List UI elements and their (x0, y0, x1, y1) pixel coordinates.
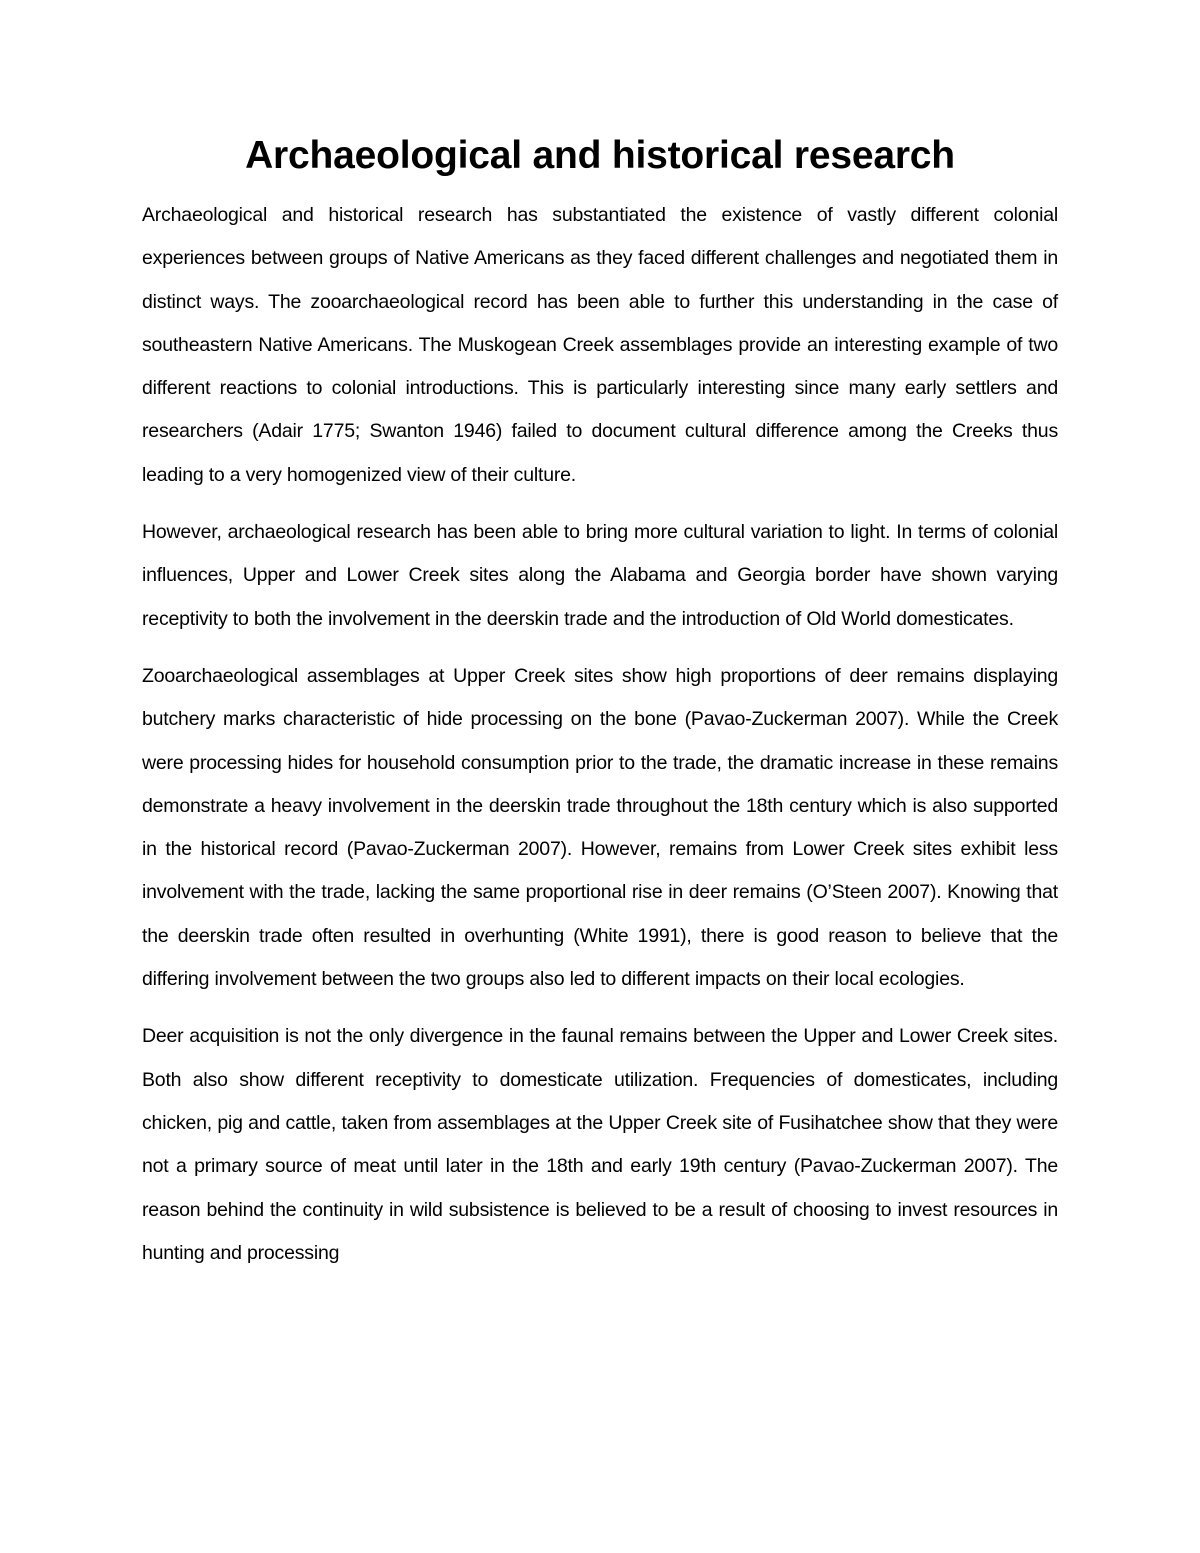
paragraph-3: Zooarchaeological assemblages at Upper Creek sites show high proportions of deer remains displaying butchery marks characteristic of hide processing on the bone (Pavao-Zuckerman 2007). While the Creek were processing hides for household consumption prior to the trade, the dramatic increase in these remains demonstrate a heavy involvement in the deerskin trade throughout the 18th century which is also supported in the historical record (Pavao-Zuckerman 2007). However, remains from Lower Creek sites exhibit less involvement with the trade, lacking the same proportional rise in deer remains (O’Steen 2007). Knowing that the deerskin trade often resulted in overhunting (White 1991), there is good reason to believe that the differing involvement between the two groups also led to different impacts on their local ecologies. (142, 664, 1058, 991)
paragraph-1: Archaeological and historical research has substantiated the existence of vastly different colonial experiences between groups of Native Americans as they faced different challenges and negotiated them in distinct ways. The zooarchaeological record has been able to further this understanding in the case of southeastern Native Americans. The Muskogean Creek assemblages provide an interesting example of two different reactions to colonial introductions. This is particularly interesting since many early settlers and researchers (Adair 1775; Swanton 1946) failed to document cultural difference among the Creeks thus leading to a very homogenized view of their culture. (142, 204, 1058, 486)
paragraph-4: Deer acquisition is not the only divergence in the faunal remains between the Upper and Lower Creek sites. Both also show different receptivity to domesticate utilization. Frequencies of domesticates, including chicken, pig and cattle, taken from assemblages at the Upper Creek site of Fusihatchee show that they were not a primary source of meat until later in the 18th and early 19th century (Pavao-Zuckerman 2007). The reason behind the continuity in wild subsistence is believed to be a result of choosing to invest resources in hunting and processing (142, 1025, 1058, 1264)
document-title: Archaeological and historical research (245, 134, 955, 177)
paragraph-2: However, archaeological research has been able to bring more cultural variation to light. In terms of colonial influences, Upper and Lower Creek sites along the Alabama and Georgia border have shown varying receptivity to both the involvement in the deerskin trade and the introduction of Old World domesticates. (142, 521, 1058, 630)
document-body (142, 134, 1058, 1275)
